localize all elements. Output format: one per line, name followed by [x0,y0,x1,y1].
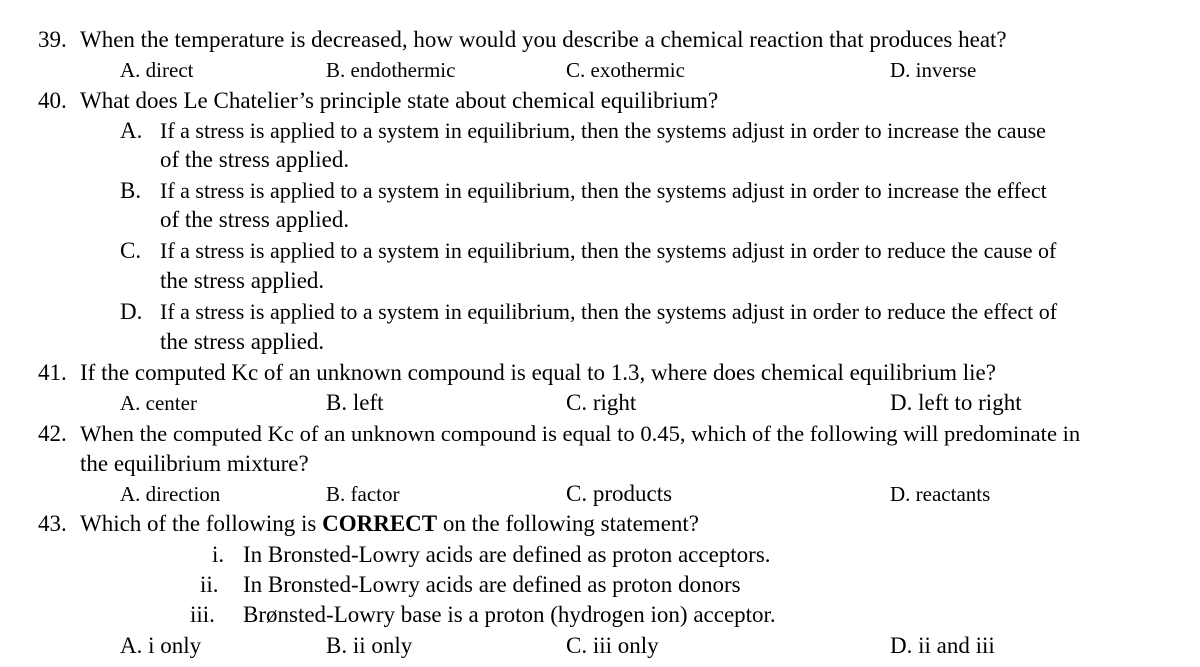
option-d-text-line2: the stress applied. [160,329,325,354]
statement-numeral: ii. [200,572,219,597]
question-number: 39. [38,27,67,52]
option-c: C. exothermic [566,58,685,82]
option-a: A. direction [120,482,221,506]
question-text: When the temperature is decreased, how would you describe a chemical reaction that produces heat? [80,27,1007,52]
statement-numeral: iii. [190,602,215,627]
option-c: C. right [566,390,637,415]
option-c-text-line1: If a stress is applied to a system in equilibrium, then the systems adjust in order to reduce the cause of [160,238,1057,263]
option-a: A. center [120,391,197,415]
option-b: B. factor [326,482,400,506]
option-a-text-line1: If a stress is applied to a system in equilibrium, then the systems adjust in order to increase the cause [160,118,1046,143]
question-text [80,509,699,539]
statement-text: Brønsted-Lowry base is a proton (hydrogen ion) acceptor. [243,602,776,627]
option-a-letter: A. [120,118,143,143]
option-a: A. direct [120,58,194,82]
option-d-text-line1: If a stress is applied to a system in equilibrium, then the systems adjust in order to reduce the effect of [160,299,1058,324]
option-d: D. inverse [890,58,977,82]
option-b-text-line2: of the stress applied. [160,207,350,232]
option-b: B. ii only [326,633,413,658]
statement-text: In Bronsted-Lowry acids are defined as proton donors [243,572,741,597]
statement-numeral: i. [212,542,225,567]
option-b: B. endothermic [326,58,456,82]
option-d-letter: D. [120,299,143,324]
option-a: A. i only [120,633,202,658]
option-d: D. left to right [890,390,1022,415]
option-a-text-line2: of the stress applied. [160,147,350,172]
question-text-bold: CORRECT [322,511,438,536]
option-d: D. reactants [890,482,991,506]
option-b-letter: B. [120,178,142,203]
option-b-text-line1: If a stress is applied to a system in equilibrium, then the systems adjust in order to increase the effect [160,178,1047,203]
option-c: C. products [566,481,673,506]
question-text-before: Which of the following is [80,511,323,536]
question-number: 41. [38,360,67,385]
statement-text: In Bronsted-Lowry acids are defined as proton acceptors. [243,542,771,567]
question-text-after: on the following statement? [437,511,700,536]
question-number: 43. [38,511,67,536]
question-text: If the computed Kc of an unknown compound is equal to 1.3, where does chemical equilibrium lie? [80,360,996,385]
option-d: D. ii and iii [890,633,995,658]
option-c: C. iii only [566,633,659,658]
question-text-line1: When the computed Kc of an unknown compound is equal to 0.45, which of the following will predominate in [80,421,1081,446]
question-text: What does Le Chatelier’s principle state about chemical equilibrium? [80,88,719,113]
option-c-letter: C. [120,238,142,263]
question-text-line2: the equilibrium mixture? [80,451,309,476]
option-c-text-line2: the stress applied. [160,268,325,293]
question-number: 40. [38,88,67,113]
question-number: 42. [38,421,67,446]
option-b: B. left [326,390,384,415]
